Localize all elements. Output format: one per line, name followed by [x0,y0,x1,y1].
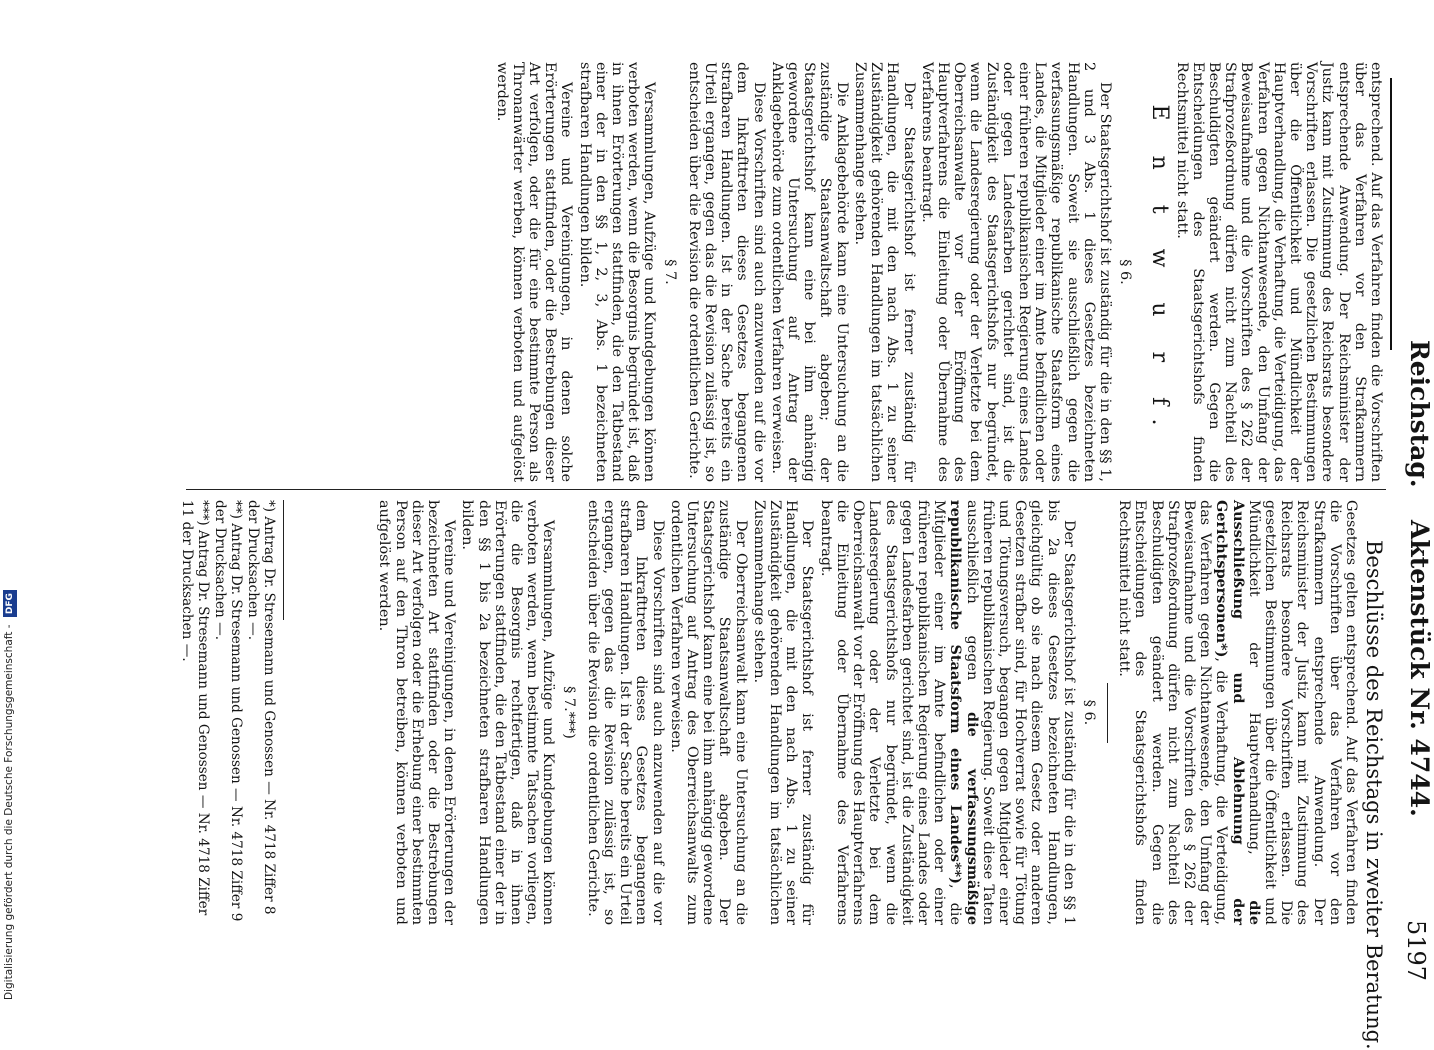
right-s6-p1 [818,500,1077,925]
entwurf-title: E n t w u r f. [1147,104,1173,440]
right-s6-p1-b: , die Mitglieder einer im Amte befindlichen oder einer früheren republikanischen Regierung eines Landes oder gegen Landesfarben gerichtet sind, ist die Zuständigkeit des Staatsgerichtshofs nur begründet, wenn die Landesregierung oder der Verletzte bei dem Oberreichsanwalt vor der Eröffnung des Hauptverfahrens die Einleitung oder Übernahme des Verfahrens beantragt. [817,500,964,925]
left-s6-heading: § 6. [1117,259,1134,285]
page-number: 5197 [1402,920,1430,982]
dfg-credit [2,593,16,1000]
header-rule [1390,78,1392,350]
right-intro-b: , die Verhaftung, die Verteidigung, das Verfahren gegen Nichtanwesende, den Umfang der Beweisaufnahme und die Vorschriften des § 262 der Strafprozeßordnung dürfen nicht zum Nachteil des Beschuldigten geändert werden. Gegen die Entscheidungen des Staatsgerichtshofs finden Rechtsmittel nicht statt. [1116,500,1230,925]
right-s6-p4: Diese Vorschriften sind auch anzuwenden auf die vor dem Inkrafttreten dieses Gesetzes begangenen strafbaren Handlungen. Ist in der Sache bereits ein Urteil ergangen, gegen das die Revision zulässig ist, so entscheiden über die Revision die ordentlichen Gerichte. [584,500,666,925]
right-s7-p2: Vereine und Vereinigungen, in denen Erörterungen der bezeichneten Art stattfinden oder die Bestrebungen dieser Art verfolgen oder die Erhebung einer bestimmten Person auf den Thron betreiben, können verboten und aufgelöst werden. [376,500,458,925]
right-intro-bold: die Ausschließung und Ablehnung der Gerichtspersonen*) [1213,500,1263,925]
left-s6-p1: Der Staatsgerichtshof ist zuständig für die in den §§ 1, 2 und 3 Abs. 1 dieses Gesetzes bezeichneten Handlungen. Soweit sie ausschließlich gegen die verfassungsmäßige republikanische Staatsform eines Landes, die Mitglieder einer im Amte befindlichen oder einer früheren republikanischen Regierung eines Landes oder gegen Landesfarben gerichtet sind, ist die Zuständigkeit des Staatsgerichtshofs nur begründet, wenn die Landesregierung oder der Verletzte bei dem Oberreichsanwalte vor der Eröffnung des Hauptverfahrens die Einleitung oder Übernahme des Verfahrens beantragt. [918,62,1113,482]
right-intro [1116,500,1359,925]
header-left: Reichstag. [1405,340,1434,488]
left-s7-p2: Vereine und Vereinigungen, in denen solche Erörterungen stattfinden, oder die Bestrebungen dieser Art verfolgen, oder die für eine bestimmte Person als Thronanwärter werben, können verboten und aufgelöst werden. [493,62,575,482]
left-intro: entsprechend. Auf das Verfahren finden die Vorschriften über das Verfahren vor den Strafkammern entsprechende Anwendung. Der Reichsminister der Justiz kann mit Zustimmung des Reichsrats besondere Vorschriften erlassen. Die gesetzlichen Bestimmungen über die Öffentlichkeit und Mündlichkeit der Hauptverhandlung, die Verhaftung, die Verteidigung, das Verfahren gegen Nichtanwesende, den Umfang der Beweisaufnahme und die Vorschriften des § 262 der Strafprozeßordnung dürfen nicht zum Nachteil des Beschuldigten geändert werden. Gegen die Entscheidungen des Staatsgerichtshofs finden Rechtsmittel nicht statt. [1173,62,1384,482]
right-s7-heading: § 7.***) [560,686,577,739]
left-s7-p1: Versammlungen, Aufzüge und Kundgebungen können verboten werden, wenn die Besorgnis begründet ist, daß in ihnen Erörterungen stattfinden, die den Tatbestand einer der in den §§ 1, 2, 3, Abs. 1 bezeichneten strafbaren Handlungen bilden. [576,62,658,482]
column-divider [186,489,1386,490]
footnotes [178,500,284,925]
right-s6-heading: § 6. [1080,699,1097,726]
right-s6-p1-a: Der Staatsgerichtshof ist zuständig für die in den §§ 1 bis 2a dieses Gesetzes bezeichneten Handlungen, gleichgültig ob sie nach diesem Gesetz oder anderen Gesetzen strafbar sind, für Hochverrat sowie für Tötung und Tötungsversuch, begangen gegen Mitglieder einer früheren republikanischen Regierung. Soweit diese Taten ausschließlich gegen [963,500,1077,925]
header-center: Aktenstück Nr. 4744. [1405,520,1434,817]
right-s6-p2: Der Staatsgerichtshof ist ferner zuständig für Handlungen, die mit den nach Abs. 1 zu seiner Zuständigkeit gehörenden Handlungen im tatsächlichen Zusammenhange stehen. [750,500,816,925]
footnote-2: **) Antrag Dr. Stresemann und Genossen — Nr. 4718 Ziffer 9 der Drucksachen —. [212,500,244,922]
dfg-credit-text: Digitalisierung gefördert durch die Deutsche Forschungsgemeinschaft - [3,624,15,1000]
footnote-3: ***) Antrag Dr. Stresemann und Genossen — Nr. 4718 Ziffer 11 der Drucksachen —. [179,500,211,916]
right-column [374,500,1359,925]
footnote-1: *) Antrag Dr. Stresemann und Genossen — Nr. 4718 Ziffer 8 der Drucksachen —. [245,500,277,915]
right-s6-p1-bold: die verfassungsmäßige republikanische Staatsform eines Landes**) [947,500,981,925]
left-s6-p2: Der Staatsgerichtshof ist ferner zuständig für Handlungen, die mit den nach Abs. 1 zu seiner Zuständigkeit gehörenden Handlungen im tatsächlichen Zusammenhange stehen. [851,62,917,482]
right-subtitle: Beschlüsse des Reichstags in zweiter Beratung. [1362,540,1386,1050]
dfg-logo: DFG [3,590,17,617]
footnote-rule [283,500,284,620]
left-s7-heading: § 7. [661,259,678,285]
left-s6-p3: Die Anklagebehörde kann eine Untersuchung an die zuständige Staatsanwaltschaft abgeben; der Staatsgerichtshof kann eine bei ihm anhängig gewordene Untersuchung auf Antrag der Anklagebehörde zum ordentlichen Verfahren verweisen. [768,62,850,482]
right-short-rule [1107,683,1108,743]
left-s6-p4: Diese Vorschriften sind auch anzuwenden auf die vor dem Inkrafttreten dieses Gesetzes begangenen strafbaren Handlungen. Ist in der Sache bereits ein Urteil ergangen, gegen das die Revision zulässig ist, so entscheiden über die Revision die ordentlichen Gerichte. [685,62,767,482]
left-column [491,62,1384,482]
right-s6-p3: Der Oberreichsanwalt kann eine Untersuchung an die zuständige Staatsanwaltschaft abgeben. Der Staatsgerichtshof kann eine bei ihm anhängig gewordene Untersuchung auf Antrag des Oberreichsanwalts zum ordentlichen Verfahren verweisen. [667,500,749,925]
right-s7-p1: Versammlungen, Aufzüge und Kundgebungen können verboten werden, wenn bestimmte Tatsachen vorliegen, die die Besorgnis rechtfertigen, daß in ihnen Erörterungen stattfinden, die den Tatbestand einer der in den §§ 1 bis 2a bezeichneten strafbaren Handlungen bilden. [459,500,557,925]
right-intro-a: Gesetzes gelten entsprechend. Auf das Verfahren finden die Vorschriften über das Verfahren vor den Strafkammern entsprechende Anwendung. Der Reichsminister der Justiz kann mit Zustimmung des Reichsrats besondere Vorschriften erlassen. Die gesetzlichen Bestimmungen über die Öffentlichkeit und Mündlichkeit der Hauptverhandlung, [1245,500,1359,925]
